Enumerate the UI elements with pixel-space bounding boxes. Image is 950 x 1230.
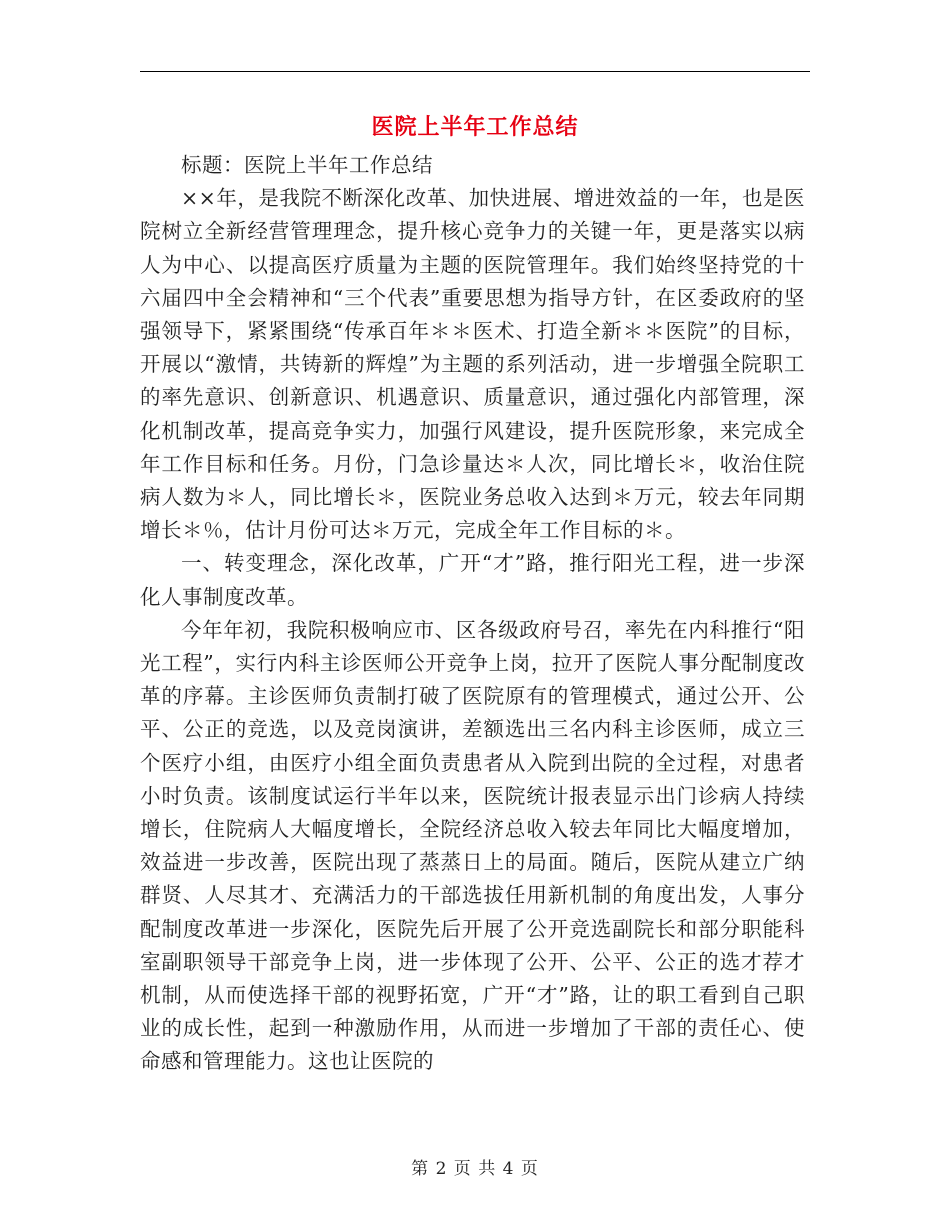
document-title: 医院上半年工作总结: [371, 114, 579, 140]
document-body: [140, 149, 805, 1079]
section-heading: 一、转变理念，深化改革，广开“才”路，推行阳光工程，进一步深化人事制度改革。: [140, 551, 805, 609]
header-rule: [140, 71, 810, 72]
subject-line: 标题：医院上半年工作总结: [181, 153, 433, 177]
body-paragraph: 今年年初，我院积极响应市、区各级政府号召，率先在内科推行“阳光工程”，实行内科主诊医师公开竞争上岗，拉开了医院人事分配制度改革的序幕。主诊医师负责制打破了医院原有的管理模式，通过公开、公平、公正的竞选，以及竞岗演讲，差额选出三名内科主诊医师，成立三个医疗小组，由医疗小组全面负责患者从入院到出院的全过程，对患者小时负责。该制度试运行半年以来，医院统计报表显示出门诊病人持续增长，住院病人大幅度增长，全院经济总收入较去年同比大幅度增加，效益进一步改善，医院出现了蒸蒸日上的局面。随后，医院从建立广纳群贤、人尽其才、充满活力的干部选拔任用新机制的角度出发，人事分配制度改革进一步深化，医院先后开展了公开竞选副院长和部分职能科室副职领导干部竞争上岗，进一步体现了公开、公平、公正的选才荐才机制，从而使选择干部的视野拓宽，广开“才”路，让的职工看到自己职业的成长性，起到一种激励作用，从而进一步增加了干部的责任心、使命感和管理能力。这也让医院的: [140, 617, 805, 1074]
page-number-footer: 第 2 页 共 4 页: [411, 1159, 539, 1179]
intro-paragraph: ××年，是我院不断深化改革、加快进展、增进效益的一年，也是医院树立全新经营管理理念，提升核心竞争力的关键一年，更是落实以病人为中心、以提高医疗质量为主题的医院管理年。我们始终坚持党的十六届四中全会精神和“三个代表”重要思想为指导方针，在区委政府的坚强领导下，紧紧围绕“传承百年＊＊医术、打造全新＊＊医院”的目标，开展以“激情，共铸新的辉煌”为主题的系列活动，进一步增强全院职工的率先意识、创新意识、机遇意识、质量意识，通过强化内部管理，深化机制改革，提高竞争实力，加强行风建设，提升医院形象，来完成全年工作目标和任务。月份，门急诊量达＊人次，同比增长＊，收治住院病人数为＊人，同比增长＊，医院业务总收入达到＊万元，较去年同期增长＊％，估计月份可达＊万元，完成全年工作目标的＊。: [140, 186, 805, 543]
